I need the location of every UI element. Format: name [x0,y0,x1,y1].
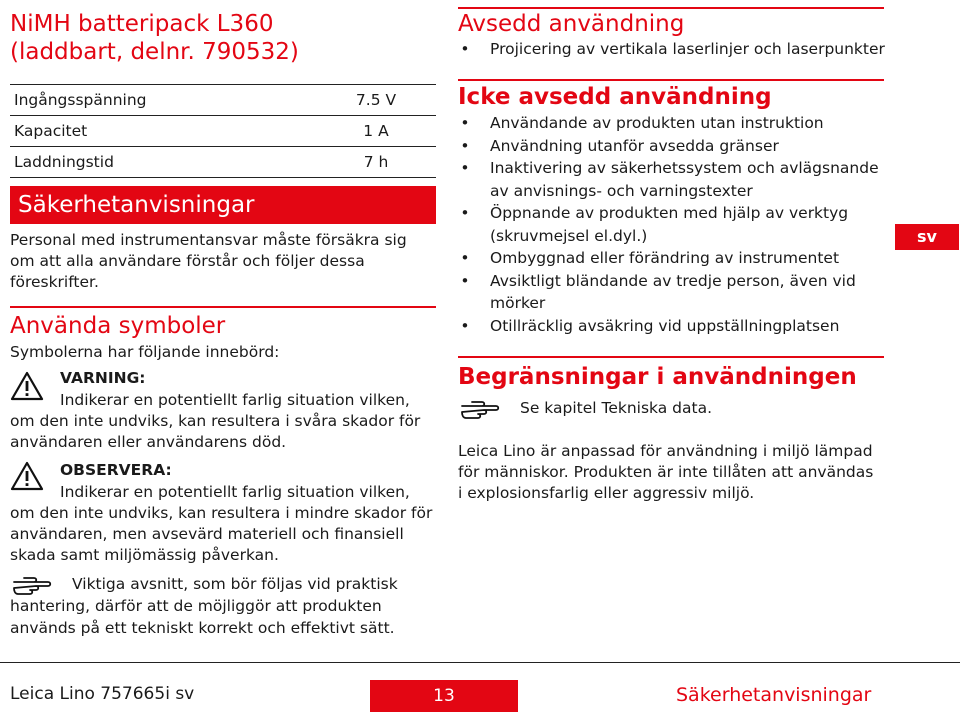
list-item-text: Avsiktligt bländande av tredje person, även vid [490,271,856,290]
safety-intro-line: föreskrifter. [10,273,99,291]
limits-text [458,441,873,504]
list-item-text: Öppnande av produkten med hjälp av verktyg [490,204,849,222]
list-item-text: Ombyggnad eller förändring av instrumentet [490,249,840,267]
battery-title-line2: (laddbart, delnr. 790532) [10,39,299,65]
battery-title-line1: NiMH batteripack L360 [10,11,274,37]
caution-title: OBSERVERA: [60,461,172,479]
note-text-line: Viktiga avsnitt, som bör följas vid praktisk [72,575,398,593]
spec-label: Laddningstid [10,147,316,178]
list-item-text: mörker [490,294,546,312]
limits-heading: Begränsningar i användningen [458,364,857,390]
warning-title: VARNING: [60,369,146,387]
section-rule [10,306,436,308]
section-rule [458,356,884,358]
spec-row [10,116,436,147]
limits-text-line: Leica Lino är anpassad för användning i miljö lämpad [458,442,873,460]
safety-intro-line: om att alla användare förstår och följer dessa [10,252,365,270]
safety-intro [10,230,407,293]
safety-banner: Säkerhetanvisningar [10,186,436,224]
list-item-text: Projicering av vertikala laserlinjer och laserpunkter [490,40,885,58]
spec-value: 7.5 V [316,85,436,116]
page-number: 13 [370,680,518,712]
safety-intro-line: Personal med instrumentansvar måste försäkra sig [10,231,407,249]
spec-value: 1 A [316,116,436,147]
list-item: • Otillräcklig avsäkring vid uppställningplatsen [460,316,840,335]
list-item-text: Inaktivering av säkerhetssystem och avlägsnande [490,159,879,177]
warning-text-line: Indikerar en potentiellt farlig situation vilken, [60,391,410,409]
intended-use-list [458,38,888,61]
list-item-text: Användande av produkten utan instruktion [490,114,824,132]
footer-product: Leica Lino 757665i sv [10,684,195,704]
spec-row [10,85,436,116]
list-item-text: av anvisnings- och varningstexter [490,181,753,200]
not-intended-list [458,112,888,337]
caution-text-line: om den inte undviks, kan resultera i mindre skador för [10,504,433,522]
section-rule [458,7,884,9]
caution-triangle-icon [10,461,44,495]
spec-label: Ingångsspänning [10,85,316,116]
warning-text-line: användaren eller användarens död. [10,433,287,451]
intended-use-heading: Avsedd användning [458,11,685,37]
caution-text-line: skada samt miljömässig påverkan. [10,546,279,564]
list-item-text: (skruvmejsel el.dyl.) [490,226,648,245]
section-rule [458,79,884,81]
language-tab: sv [895,224,959,250]
spec-row [10,147,436,178]
note-text-line: hantering, därför att de möjliggör att produkten [10,597,382,615]
symbols-intro: Symbolerna har följande innebörd: [10,343,280,361]
limits-text-line: för människor. Produkten är inte tillåten att användas [458,463,874,481]
warning-text-line: om den inte undviks, kan resultera i svåra skador för [10,412,421,430]
battery-spec-table [10,84,436,178]
limits-note: Se kapitel Tekniska data. [520,399,713,417]
list-item-text: Användning utanför avsedda gränser [490,136,779,155]
spec-label: Kapacitet [10,116,316,147]
list-item: • Avsiktligt bländande av tredje person, även vid mörker [460,271,856,312]
list-item-text: Otillräcklig avsäkring vid uppställningplatsen [490,316,840,335]
list-item: • Ombyggnad eller förändring av instrumentet [460,249,840,267]
not-intended-heading: Icke avsedd användning [458,84,772,110]
list-item: • Användande av produkten utan instruktion [460,114,824,132]
caution-text-line: användaren, men avsevärd materiell och finansiell [10,525,404,543]
caution-text-line: Indikerar en potentiellt farlig situation vilken, [60,483,410,501]
pointing-hand-icon [460,398,500,424]
note-text-line: används på ett tekniskt korrekt och effektivt sätt. [10,619,395,637]
warning-triangle-icon [10,371,44,405]
list-item: • Öppnande av produkten med hjälp av verktyg (skruvmejsel el.dyl.) [460,204,849,245]
list-item: • Inaktivering av säkerhetssystem och avlägsnande av anvisnings- och varningstexter [460,159,879,200]
spec-value: 7 h [316,147,436,178]
footer-chapter: Säkerhetanvisningar [676,684,872,706]
symbols-heading: Använda symboler [10,313,226,339]
limits-text-line: i explosionsfarlig eller aggressiv miljö. [458,484,755,502]
list-item: • Användning utanför avsedda gränser [460,136,779,155]
footer-rule [0,662,960,663]
list-item: • Projicering av vertikala laserlinjer och laserpunkter [460,40,885,58]
